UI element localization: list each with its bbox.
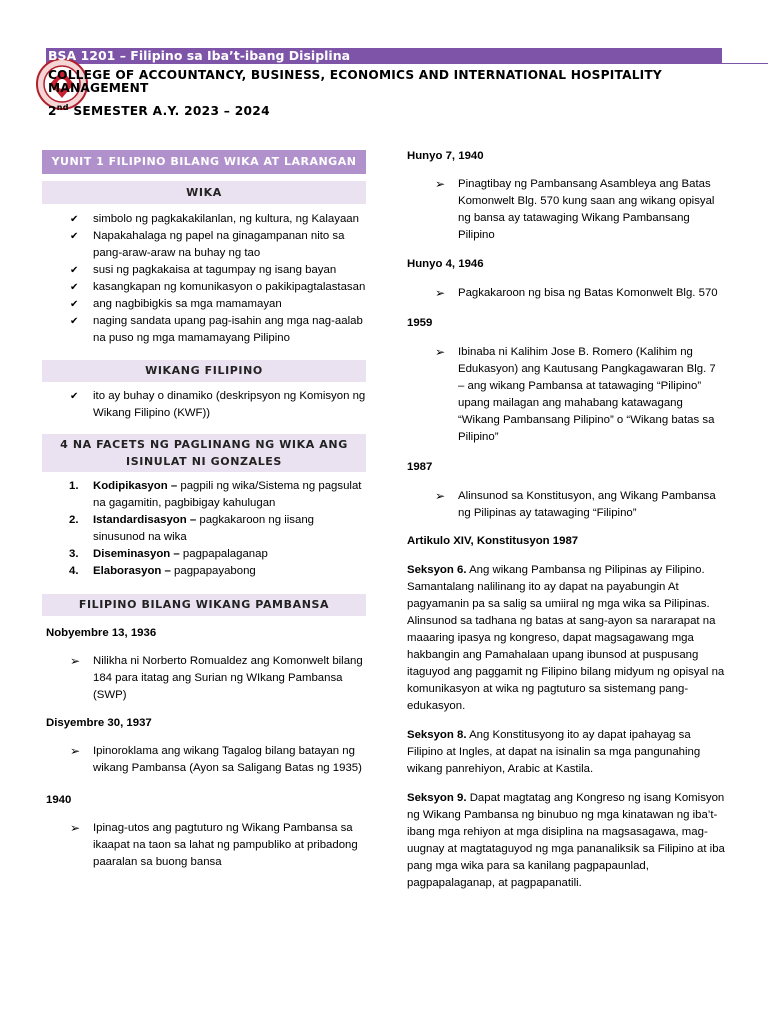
- list-item: 4. Elaborasyon – pagpapayabong: [69, 565, 256, 577]
- facets-list: [42, 478, 366, 580]
- section-heading-facets: 4 NA FACETS NG PAGLINANG NG WIKA ANG ISINULAT NI GONZALES: [42, 434, 366, 472]
- arrow-bullet-icon: ➢: [70, 821, 81, 835]
- timeline-date: 1940: [46, 794, 72, 806]
- seksyon-paragraph: Seksyon 6. Ang wikang Pambansa ng Pilipinas ay Filipino. Samantalang nalilinang ito ay dapat na payabungin At pagyamanin pa sa salig sa umiiral ng mga wika sa Pilipinas. Alinsunod sa tadhana ng batas at sang-ayon sa nararapat na maaaring ipasya ng kongreso, dapat magsagawang mga hakbangin ang Pamahalaan upang ibunsod at puspusang itaguyod ang paggamit ng Filipino bilang midyum ng opisyal na komunikasyon at wika ng pagtuturo sa sistemang pang-edukasyon.: [407, 564, 725, 712]
- arrow-bullet-icon: ➢: [435, 489, 446, 503]
- college-name: COLLEGE OF ACCOUNTANCY, BUSINESS, ECONOMICS AND INTERNATIONAL HOSPITALITY MANAGEMENT: [48, 68, 662, 95]
- timeline-list: [407, 176, 725, 244]
- header-rule: [722, 63, 768, 64]
- seksyon-paragraph: Seksyon 8. Ang Konstitusyong ito ay dapat ipahayag sa Filipino at Ingles, at dapat na isinalin sa mga pangunahing wikang panrehiyon, Arabic at Kastila.: [407, 729, 701, 775]
- list-item: ✔ naging sandata upang pag-isahin ang mga nag-aalab na puso ng mga mamamayang Pilipino: [70, 315, 363, 344]
- timeline-date: 1959: [407, 317, 433, 329]
- timeline-list: [42, 820, 366, 871]
- seksyon-paragraph: Seksyon 9. Dapat magtatag ang Kongreso ng isang Komisyon ng Wikang Pambansa ng binubuo ng mga kinatawan ng iba’t-ibang mga rehiyon at mga disiplina na magsasagawa, mag-uugnay at magtataguyod ng mga pananaliksik sa Filipino at iba pang mga wika para sa kanilang pagpapaunlad, pagpapalaganap, at pagpapanatili.: [407, 792, 725, 889]
- list-item: ✔ Napakahalaga ng papel na ginagampanan nito sa pang-araw-araw na buhay ng tao: [70, 230, 345, 259]
- section-heading-wikang-filipino: WIKANG FILIPINO: [42, 360, 366, 382]
- checkmark-bullet-icon: ✔: [70, 391, 79, 402]
- list-item: 1. Kodipikasyon – pagpili ng wika/Sistema ng pagsulat na gagamitin, pagbibigay kahulugan: [69, 480, 362, 509]
- course-title: BSA 1201 – Filipino sa Iba’t-ibang Disiplina: [48, 48, 351, 63]
- wikang-filipino-list: [42, 388, 366, 422]
- arrow-bullet-icon: ➢: [70, 654, 81, 668]
- section-heading-wika: WIKA: [42, 181, 366, 204]
- timeline-date: Disyembre 30, 1937: [46, 717, 152, 729]
- timeline-date: Hunyo 4, 1946: [407, 258, 484, 270]
- timeline-list: [42, 743, 366, 777]
- checkmark-bullet-icon: ✔: [70, 265, 79, 276]
- right-column: [407, 148, 725, 892]
- timeline-list: [407, 488, 725, 522]
- wika-list: [42, 211, 366, 347]
- list-item: ➢ Ipinag-utos ang pagtuturo ng Wikang Pambansa sa ikaapat na taon sa lahat ng pampubliko at pribadong paaralan sa buong bansa: [70, 821, 358, 868]
- list-item: ✔ simbolo ng pagkakakilanlan, ng kultura, ng Kalayaan: [42, 211, 366, 228]
- checkmark-bullet-icon: ✔: [70, 231, 79, 242]
- timeline-list: [42, 653, 366, 704]
- checkmark-bullet-icon: ✔: [70, 316, 79, 327]
- list-item: ➢ Pinagtibay ng Pambansang Asambleya ang Batas Komonwelt Blg. 570 kung saan ang wikang opisyal ng bansa ay tatawaging Wikang Pambansang Pilipino: [435, 177, 715, 241]
- timeline-list: [407, 344, 725, 446]
- unit-title: YUNIT 1 FILIPINO BILANG WIKA AT LARANGAN: [42, 150, 366, 174]
- checkmark-bullet-icon: ✔: [70, 282, 79, 293]
- list-item: ➢ Nilikha ni Norberto Romualdez ang Komonwelt bilang 184 para itatag ang Surian ng WIkang Pambansa (SWP): [70, 654, 363, 701]
- timeline-date: Nobyembre 13, 1936: [46, 627, 157, 639]
- arrow-bullet-icon: ➢: [435, 177, 446, 191]
- checkmark-bullet-icon: ✔: [70, 214, 79, 225]
- timeline-date: 1987: [407, 461, 433, 473]
- list-item: ➢ Ipinoroklama ang wikang Tagalog bilang batayan ng wikang Pambansa (Ayon sa Saligang Batas ng 1935): [70, 744, 362, 774]
- list-item: ➢ Pagkakaroon ng bisa ng Batas Komonwelt Blg. 570: [435, 286, 718, 300]
- list-item: ➢ Alinsunod sa Konstitusyon, ang Wikang Pambansa ng Pilipinas ay tatawaging “Filipino”: [435, 489, 716, 519]
- left-column: [42, 148, 366, 871]
- list-item: 3. Diseminasyon – pagpapalaganap: [69, 548, 268, 560]
- timeline-list: [407, 285, 725, 302]
- arrow-bullet-icon: ➢: [435, 345, 446, 359]
- checkmark-bullet-icon: ✔: [70, 299, 79, 310]
- timeline-date: Hunyo 7, 1940: [407, 150, 484, 162]
- section-heading-pambansa: FILIPINO BILANG WIKANG PAMBANSA: [42, 594, 366, 616]
- list-item: ✔ susi ng pagkakaisa at tagumpay ng isang bayan: [42, 262, 366, 279]
- artikulo-heading: Artikulo XIV, Konstitusyon 1987: [407, 535, 579, 547]
- list-item: ✔ kasangkapan ng komunikasyon o pakikipagtalastasan: [42, 279, 366, 296]
- list-item: ✔ ang nagbibigkis sa mga mamamayan: [42, 296, 366, 313]
- list-item: ✔ ito ay buhay o dinamiko (deskripsyon ng Komisyon ng Wikang Filipino (KWF)): [70, 390, 366, 419]
- semester-line: 2nd SEMESTER A.Y. 2023 – 2024: [48, 103, 270, 119]
- list-item: ➢ Ibinaba ni Kalihim Jose B. Romero (Kalihim ng Edukasyon) ang Kautusang Pangkagawaran Blg. 7 – ang wikang Pambansa at tatawaging “Pilipino” upang mailagan ang mahabang katawagang “Wikang Pambansang Pilipino” o “Wikang batas sa Pilipino”: [435, 345, 716, 443]
- list-item: 2. Istandardisasyon – pagkakaroon ng iisang sinusunod na wika: [69, 514, 314, 543]
- arrow-bullet-icon: ➢: [435, 286, 446, 300]
- arrow-bullet-icon: ➢: [70, 744, 81, 758]
